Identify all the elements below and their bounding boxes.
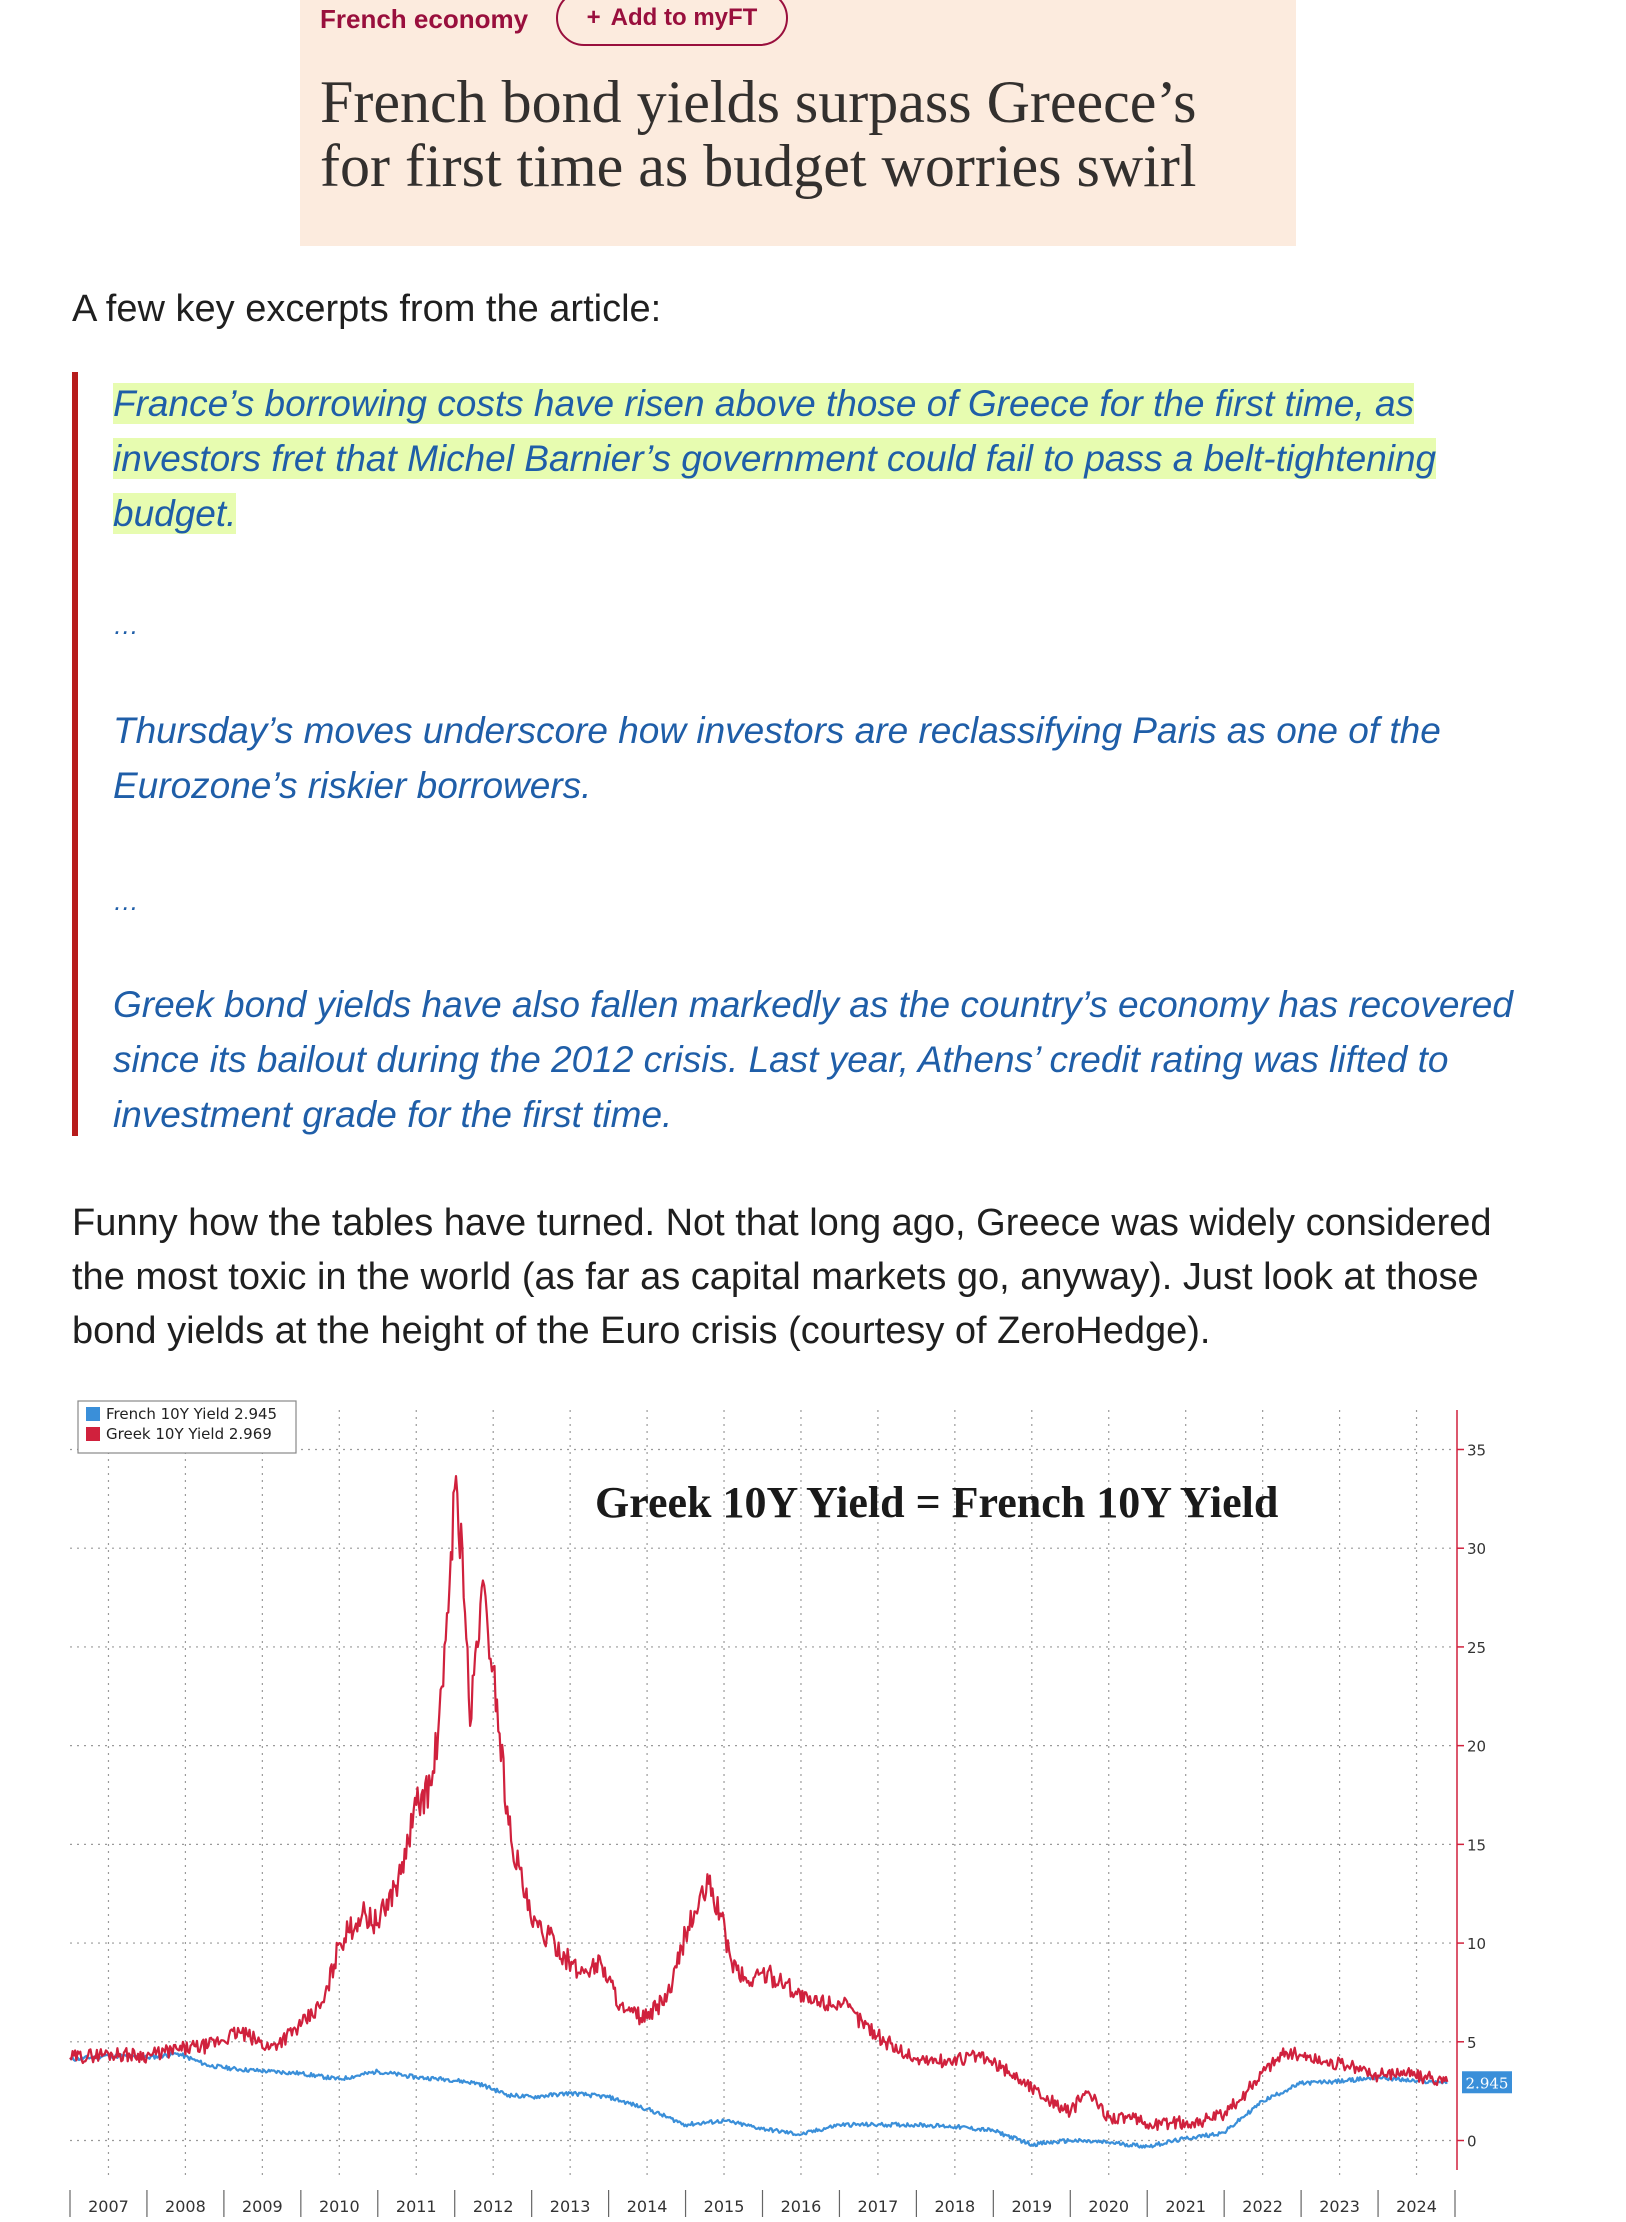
quote-paragraph-3: Greek bond yields have also fallen markedly as the country’s economy has recovered since its bailout during the 2012 crisis. Last year, Athens’ credit rating was lifted to investment grade for the first time. [113,984,1513,1135]
y-tick-label: 15 [1467,1836,1487,1855]
add-to-myft-button[interactable] [556,0,788,46]
legend-swatch [86,1427,100,1441]
x-tick-label: 2009 [242,2197,283,2216]
commentary-text: Funny how the tables have turned. Not that long ago, Greece was widely considered the most toxic in the world (as far as capital markets go, anyway). Just look at those bond yields at the height of the Euro crisis (courtesy of ZeroHedge). [72,1202,1492,1352]
x-tick-label: 2011 [395,2197,437,2216]
x-tick-label: 2022 [1242,2197,1283,2216]
quote-paragraph-2: Thursday’s moves underscore how investors are reclassifying Paris as one of the Eurozone’s riskier borrowers. [113,710,1441,806]
ft-article-card [300,0,1296,246]
legend-entry: Greek 10Y Yield 2.969 [106,1425,272,1443]
quote-highlight: France’s borrowing costs have risen above those of Greece for the first time, as investors fret that Michel Barnier’s government could fail to pass a belt-tightening budget. [113,383,1437,534]
series-line-greek [70,1476,1447,2130]
x-tick-label: 2012 [472,2197,514,2216]
x-tick-label: 2021 [1165,2197,1207,2216]
bond-yield-chart [60,1395,1520,2222]
chart-svg [60,1395,1520,2222]
x-tick-label: 2013 [549,2197,591,2216]
x-tick-label: 2008 [165,2197,206,2216]
x-tick-label: 2019 [1011,2197,1053,2216]
y-tick-label: 30 [1467,1540,1487,1559]
x-tick-label: 2018 [934,2197,976,2216]
x-tick-label: 2010 [318,2197,360,2216]
y-tick-label: 10 [1467,1935,1487,1954]
article-headline: French bond yields surpass Greece’s for first time as budget worries swirl [320,69,1197,199]
last-value-label: 2.945 [1465,2074,1509,2093]
x-tick-label: 2023 [1319,2197,1360,2216]
y-tick-label: 0 [1467,2132,1477,2151]
y-tick-label: 35 [1467,1441,1487,1460]
chart-title: Greek 10Y Yield = French 10Y Yield [595,1478,1279,1527]
x-tick-label: 2007 [88,2197,129,2216]
x-tick-label: 2016 [780,2197,822,2216]
x-tick-label: 2015 [703,2197,745,2216]
topic-link[interactable]: French economy [320,4,529,34]
add-to-myft-label: Add to myFT [610,4,758,31]
x-tick-label: 2024 [1396,2197,1437,2216]
quote-paragraph-1 [113,376,1513,541]
blockquote-bar [72,372,78,1136]
y-tick-label: 20 [1467,1737,1487,1756]
x-tick-label: 2014 [626,2197,668,2216]
x-tick-label: 2020 [1088,2197,1130,2216]
quote-ellipsis-1: … [113,610,139,640]
legend-entry: French 10Y Yield 2.945 [106,1405,278,1423]
legend-swatch [86,1407,100,1421]
chart-legend [78,1401,296,1453]
y-tick-label: 5 [1467,2033,1477,2052]
intro-text: A few key excerpts from the article: [72,288,662,330]
y-tick-label: 25 [1467,1638,1487,1657]
plus-icon: + [586,4,601,31]
quote-ellipsis-2: … [113,886,139,916]
x-tick-label: 2017 [857,2197,899,2216]
